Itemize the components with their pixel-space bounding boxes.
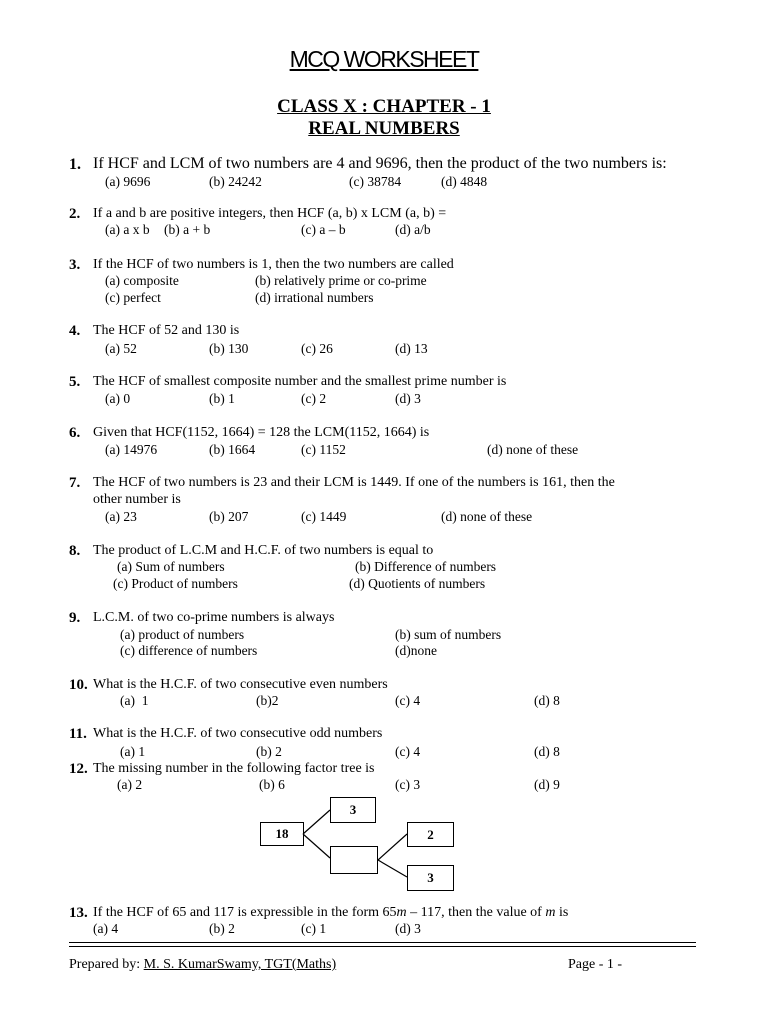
question-number: 8. xyxy=(69,543,81,559)
question-text: What is the H.C.F. of two consecutive even numbers xyxy=(93,677,388,692)
option: (b) 2 xyxy=(256,744,282,759)
option: (c) 3 xyxy=(395,777,421,792)
option: (b) 6 xyxy=(259,777,285,792)
question-text: If the HCF of 65 and 117 is expressible in the form 65m – 117, then the value of m is xyxy=(93,905,569,920)
option: (b) 24242 xyxy=(209,174,262,189)
option: (b) a + b xyxy=(164,222,211,237)
option: (a) Sum of numbers xyxy=(117,559,225,574)
question-number: 7. xyxy=(69,475,81,491)
footer-prepared-by: Prepared by: M. S. KumarSwamy, TGT(Maths) xyxy=(69,957,337,972)
question-number: 10. xyxy=(69,677,88,693)
question-number: 6. xyxy=(69,425,81,441)
question-text: If HCF and LCM of two numbers are 4 and 9696, then the product of the two numbers is: xyxy=(93,155,667,172)
question-text: What is the H.C.F. of two consecutive odd numbers xyxy=(93,726,383,741)
option: (d) Quotients of numbers xyxy=(349,576,486,591)
option: (a) 14976 xyxy=(105,442,158,457)
option: (c) 4 xyxy=(395,744,421,759)
option: (d) 3 xyxy=(395,921,421,936)
factor-tree-leaf-bottom: 3 xyxy=(407,865,454,891)
question-text: If the HCF of two numbers is 1, then the two numbers are called xyxy=(93,257,454,272)
option: (b) 1 xyxy=(209,391,235,406)
option: (d) 4848 xyxy=(441,174,488,189)
option: (b) 2 xyxy=(209,921,235,936)
question-text: The HCF of two numbers is 23 and their LCM is 1449. If one of the numbers is 161, then the xyxy=(93,475,615,490)
class-chapter-heading: CLASS X : CHAPTER - 1 xyxy=(277,96,491,117)
chapter-name-heading: REAL NUMBERS xyxy=(308,118,460,139)
option: (a) a x b xyxy=(105,222,150,237)
option: (d)none xyxy=(395,643,437,658)
option: (a) 2 xyxy=(117,777,143,792)
question-number: 11. xyxy=(69,726,87,742)
question-text: The HCF of smallest composite number and the smallest prime number is xyxy=(93,374,507,389)
factor-tree-node-top: 3 xyxy=(330,797,376,823)
option: (d) none of these xyxy=(487,442,579,457)
worksheet-title: MCQ WORKSHEET xyxy=(289,46,479,72)
option: (d) 13 xyxy=(395,341,428,356)
footer-page-number: Page - 1 - xyxy=(568,957,623,972)
footer-rule-top xyxy=(69,942,696,943)
option: (c) a – b xyxy=(301,222,346,237)
factor-tree-leaf-top: 2 xyxy=(407,822,454,847)
option: (c) perfect xyxy=(105,290,161,305)
question-text: If a and b are positive integers, then HCF (a, b) x LCM (a, b) = xyxy=(93,206,447,221)
option: (b) relatively prime or co-prime xyxy=(255,273,427,288)
option: (b) 1664 xyxy=(209,442,256,457)
option: (c) 26 xyxy=(301,341,333,356)
option: (a) 1 xyxy=(120,744,146,759)
option: (b) 207 xyxy=(209,509,249,524)
question-text: The HCF of 52 and 130 is xyxy=(93,323,240,338)
option: (b) 130 xyxy=(209,341,249,356)
option: (a) 0 xyxy=(105,391,131,406)
footer-rule-bottom xyxy=(69,946,696,947)
option: (d) none of these xyxy=(441,509,533,524)
question-number: 3. xyxy=(69,257,81,273)
option: (a) 23 xyxy=(105,509,137,524)
question-text: The product of L.C.M and H.C.F. of two numbers is equal to xyxy=(93,543,434,558)
question-number: 9. xyxy=(69,610,81,626)
option: (c) 38784 xyxy=(349,174,402,189)
option: (d) 8 xyxy=(534,693,560,708)
question-text: Given that HCF(1152, 1664) = 128 the LCM(1152, 1664) is xyxy=(93,425,430,440)
option: (c) difference of numbers xyxy=(120,643,258,658)
question-text-continued: other number is xyxy=(93,492,181,507)
option: (c) Product of numbers xyxy=(113,576,238,591)
option: (a) composite xyxy=(105,273,179,288)
option: (c) 2 xyxy=(301,391,327,406)
option: (a) 1 xyxy=(120,693,149,708)
question-text: L.C.M. of two co-prime numbers is always xyxy=(93,610,335,625)
question-number: 2. xyxy=(69,206,81,222)
question-text: The missing number in the following factor tree is xyxy=(93,761,375,776)
option: (a) 4 xyxy=(93,921,119,936)
option: (d) 8 xyxy=(534,744,560,759)
option: (b) Difference of numbers xyxy=(355,559,497,574)
option: (a) 9696 xyxy=(105,174,151,189)
option: (c) 4 xyxy=(395,693,421,708)
option: (d) 9 xyxy=(534,777,560,792)
question-number: 5. xyxy=(69,374,81,390)
option: (b)2 xyxy=(256,693,279,708)
option: (a) product of numbers xyxy=(120,627,245,642)
factor-tree-root: 18 xyxy=(260,822,304,846)
question-number: 1. xyxy=(69,156,81,173)
question-number: 12. xyxy=(69,761,88,777)
question-number: 13. xyxy=(69,905,88,921)
option: (c) 1 xyxy=(301,921,327,936)
option: (d) irrational numbers xyxy=(255,290,374,305)
option: (d) 3 xyxy=(395,391,421,406)
option: (d) a/b xyxy=(395,222,431,237)
option: (a) 52 xyxy=(105,341,137,356)
option: (b) sum of numbers xyxy=(395,627,502,642)
factor-tree-missing-node xyxy=(330,846,378,874)
option: (c) 1152 xyxy=(301,442,346,457)
option: (c) 1449 xyxy=(301,509,347,524)
question-number: 4. xyxy=(69,323,81,339)
